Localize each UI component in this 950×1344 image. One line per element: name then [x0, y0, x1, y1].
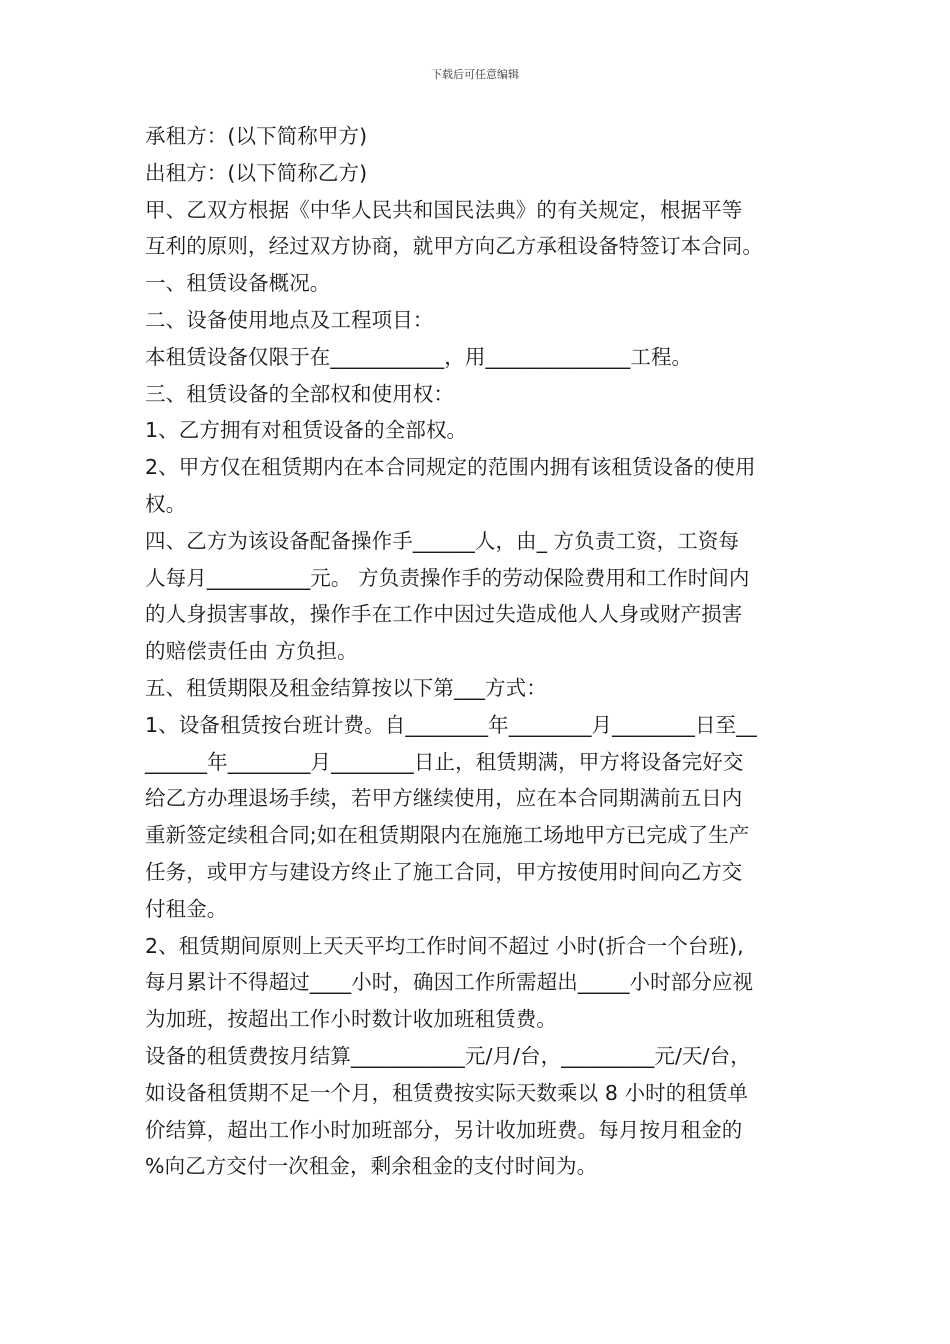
- contract-body: [145, 118, 815, 1185]
- text-line: 如设备租赁期不足一个月，租赁费按实际天数乘以 8 小时的租赁单: [145, 1080, 749, 1105]
- text-line: 承租方：(以下简称甲方): [145, 124, 368, 148]
- text-line: 价结算，超出工作小时加班部分，另计收加班费。每月按月租金的: [145, 1117, 743, 1142]
- text-line: 权。: [145, 491, 187, 516]
- text-line: 1、乙方拥有对租赁设备的全部权。: [145, 418, 468, 443]
- text-line: 本租赁设备仅限于在___________，用______________工程。: [145, 344, 693, 369]
- section-heading: 五、租赁期限及租金结算按以下第___方式：: [145, 675, 547, 700]
- text-line: %向乙方交付一次租金，剩余租金的支付时间为。: [145, 1154, 598, 1179]
- text-line: 人每月__________元。 方负责操作手的劳动保险费用和工作时间内: [145, 565, 750, 590]
- text-line: ______年________月________日止，租赁期满，甲方将设备完好交: [145, 749, 744, 774]
- section-heading: 三、租赁设备的全部权和使用权：: [145, 381, 454, 406]
- text-line: 付租金。: [145, 896, 228, 921]
- text-line: 1、设备租赁按台班计费。自________年________月________日至__: [145, 712, 757, 737]
- text-line: 的人身损害事故，操作手在工作中因过失造成他人人身或财产损害: [145, 602, 743, 627]
- text-line: 任务，或甲方与建设方终止了施工合同，甲方按使用时间向乙方交: [145, 859, 743, 884]
- text-line: 为加班，按超出工作小时数计收加班租赁费。: [145, 1007, 557, 1032]
- text-line: 甲、乙双方根据《中华人民共和国民法典》的有关规定，根据平等: [145, 197, 743, 222]
- header-note: 下载后可任意编辑: [431, 68, 519, 81]
- text-line: 2、甲方仅在租赁期内在本合同规定的范围内拥有该租赁设备的使用: [145, 455, 756, 480]
- text-line: 出租方：(以下简称乙方): [145, 160, 368, 185]
- text-line: 2、租赁期间原则上天天平均工作时间不超过 小时(折合一个台班),: [145, 933, 744, 958]
- section-heading: 二、设备使用地点及工程项目：: [145, 307, 434, 332]
- text-line: 每月累计不得超过____小时，确因工作所需超出_____小时部分应视: [145, 970, 754, 995]
- section-heading: 一、租赁设备概况。: [145, 271, 331, 296]
- text-line: 设备的租赁费按月结算___________元/月/台，_________元/天/台，: [145, 1043, 751, 1068]
- text-line: 的赔偿责任由 方负担。: [145, 639, 358, 664]
- section-heading: 四、乙方为该设备配备操作手______人，由_ 方负责工资，工资每: [145, 528, 740, 553]
- text-line: 给乙方办理退场手续，若甲方继续使用，应在本合同期满前五日内: [145, 786, 743, 811]
- text-line: 重新签定续租合同;如在租赁期限内在施施工场地甲方已完成了生产: [145, 823, 750, 848]
- text-line: 互利的原则，经过双方协商，就甲方向乙方承租设备特签订本合同。: [145, 234, 763, 259]
